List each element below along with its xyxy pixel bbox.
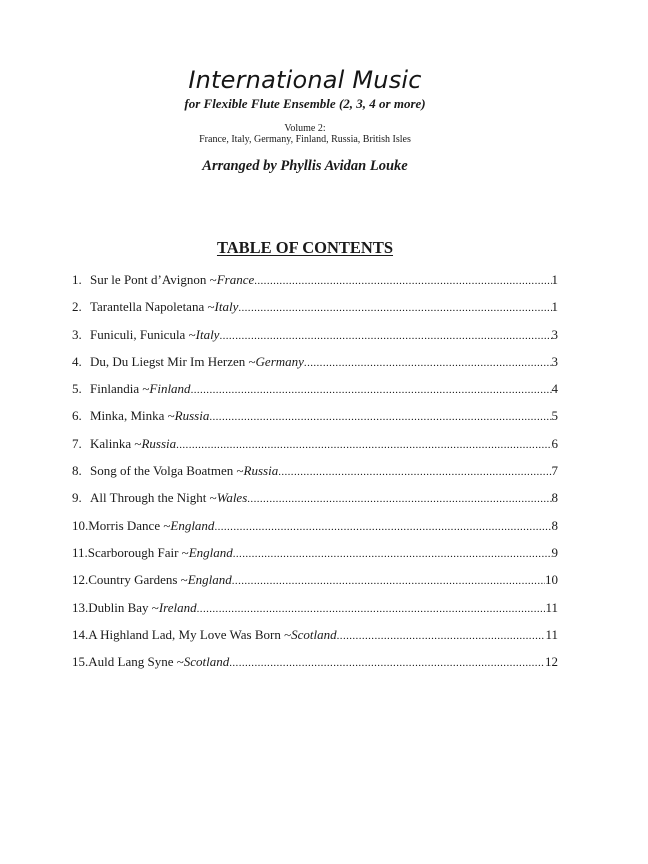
entry-number: 15. (72, 654, 89, 670)
toc-entry (72, 266, 558, 293)
entry-country: England (188, 544, 233, 560)
entry-country: Scotland (291, 626, 337, 642)
volume-countries: France, Italy, Germany, Finland, Russia, British Isles (199, 134, 411, 145)
toc-entry (72, 566, 558, 593)
entry-title: Scarborough Fair ~ (87, 544, 189, 560)
entry-country: Italy (214, 299, 239, 315)
entry-country: Wales (216, 490, 248, 506)
entry-country: Russia (141, 435, 177, 451)
dot-leader (247, 486, 551, 513)
entry-title: All Through the Night ~ (90, 490, 217, 506)
entry-title: Dublin Bay ~ (88, 599, 159, 615)
toc-entry (72, 430, 558, 457)
dot-leader (304, 350, 552, 377)
arranger-credit: Arranged by Phyllis Avidan Louke (202, 158, 408, 174)
toc-entry (72, 375, 558, 402)
toc-entry (72, 539, 558, 566)
entry-title: Minka, Minka ~ (90, 408, 175, 424)
dot-leader (229, 650, 545, 677)
entry-page: 6 (551, 435, 558, 451)
dot-leader (214, 514, 551, 541)
toc-entry (72, 621, 558, 648)
entry-country: Germany (255, 353, 304, 369)
entry-title: Kalinka ~ (90, 435, 142, 451)
entry-country: England (187, 572, 232, 588)
volume-label: Volume 2: (284, 123, 326, 134)
entry-country: Scotland (183, 654, 230, 670)
dot-leader (191, 377, 552, 404)
entry-number: 9. (72, 490, 82, 506)
dot-leader (219, 323, 551, 350)
entry-country: Ireland (158, 599, 197, 615)
entry-number: 5. (72, 381, 82, 397)
toc-entry (72, 348, 558, 375)
entry-title: Country Gardens ~ (88, 572, 188, 588)
toc-entry (72, 293, 558, 320)
entry-number: 1. (72, 272, 82, 287)
dot-leader (254, 268, 551, 295)
entry-title: Tarantella Napoletana ~ (90, 299, 215, 315)
entry-title: A Highland Lad, My Love Was Born ~ (88, 626, 292, 642)
dot-leader (233, 541, 552, 568)
entry-page: 3 (551, 326, 558, 342)
dot-leader (232, 568, 545, 595)
entry-page: 7 (551, 463, 558, 479)
entry-country: Russia (174, 408, 210, 424)
toc-entry (72, 648, 558, 675)
entry-page: 11 (545, 626, 558, 642)
entry-number: 13. (72, 599, 89, 615)
toc-entry (72, 402, 558, 429)
entry-title: Auld Lang Syne ~ (88, 654, 184, 670)
dot-leader (209, 404, 551, 431)
entry-page: 10 (545, 572, 558, 588)
entry-number: 11. (72, 544, 88, 560)
entry-title: Morris Dance ~ (88, 517, 171, 533)
book-title: International Music (188, 66, 422, 94)
entry-country: France (216, 272, 255, 287)
entry-country: England (170, 517, 215, 533)
entry-number: 12. (72, 572, 89, 588)
entry-number: 7. (72, 435, 82, 451)
entry-page: 5 (551, 408, 558, 424)
entry-number: 8. (72, 463, 82, 479)
entry-number: 2. (72, 299, 82, 315)
table-of-contents (72, 266, 558, 675)
entry-page: 1 (551, 299, 558, 315)
toc-entry (72, 484, 558, 511)
dot-leader (197, 596, 546, 623)
entry-title: Sur le Pont d’Avignon ~ (90, 272, 217, 287)
entry-title: Finlandia ~ (90, 381, 150, 397)
toc-entry (72, 512, 558, 539)
entry-title: Du, Du Liegst Mir Im Herzen ~ (90, 353, 256, 369)
entry-number: 6. (72, 408, 82, 424)
dot-leader (176, 432, 551, 459)
entry-number: 14. (72, 626, 89, 642)
entry-number: 4. (72, 353, 82, 369)
entry-page: 12 (545, 654, 558, 670)
toc-entry (72, 457, 558, 484)
entry-country: Finland (149, 381, 191, 397)
entry-page: 11 (545, 599, 558, 615)
dot-leader (337, 623, 546, 650)
entry-page: 4 (551, 381, 558, 397)
entry-number: 3. (72, 326, 82, 342)
entry-title: Song of the Volga Boatmen ~ (90, 463, 244, 479)
entry-page: 1 (551, 272, 558, 287)
entry-number: 10. (72, 517, 89, 533)
entry-country: Italy (195, 326, 220, 342)
toc-entry (72, 321, 558, 348)
dot-leader (278, 459, 551, 486)
dot-leader (238, 295, 551, 322)
entry-title: Funiculi, Funicula ~ (90, 326, 196, 342)
book-subtitle: for Flexible Flute Ensemble (2, 3, 4 or more) (184, 96, 426, 111)
entry-page: 8 (551, 490, 558, 506)
entry-page: 8 (551, 517, 558, 533)
toc-entry (72, 594, 558, 621)
entry-page: 9 (551, 544, 558, 560)
entry-page: 3 (551, 353, 558, 369)
toc-heading: TABLE OF CONTENTS (216, 238, 394, 257)
entry-country: Russia (243, 463, 279, 479)
